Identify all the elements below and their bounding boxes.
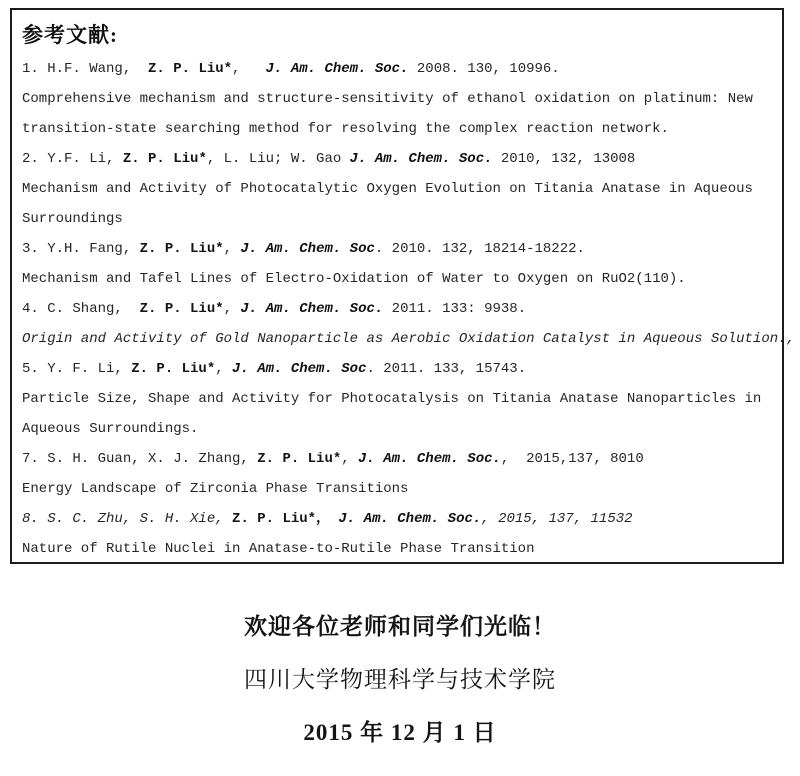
- references-heading: 参考文献:: [22, 23, 118, 47]
- text-segment: Z. P. Liu*: [131, 361, 216, 377]
- footer: [0, 614, 800, 773]
- ref-line-10: [20, 324, 795, 354]
- text-segment: Mechanism and Activity of Photocatalytic Oxygen Evolution on Titania Anatase in Aqueous: [22, 181, 753, 197]
- ref-line-17: [20, 534, 772, 564]
- ref-line-11: [20, 354, 772, 384]
- welcome-line: 欢迎各位老师和同学们光临！: [244, 614, 556, 639]
- text-segment: Z. P. Liu*: [257, 451, 342, 467]
- text-segment: Energy Landscape of Zirconia Phase Transitions: [22, 481, 409, 497]
- text-segment: Z. P. Liu*，: [232, 511, 331, 527]
- ref-line-7: [20, 234, 772, 264]
- ref-line-1: [20, 54, 772, 84]
- text-segment: 2. Y.F. Li,: [22, 151, 123, 167]
- institution-line: 四川大学物理科学与技术学院: [244, 667, 556, 692]
- text-segment: , 2015,137, 8010: [500, 451, 644, 467]
- text-segment: Aqueous Surroundings.: [22, 421, 199, 437]
- ref-line-16: [20, 504, 772, 534]
- references-list: [20, 54, 795, 564]
- text-segment: ,: [215, 361, 233, 377]
- ref-line-6: [20, 204, 772, 234]
- text-segment: Z. P. Liu*: [122, 151, 207, 167]
- text-segment: Z. P. Liu*: [139, 301, 224, 317]
- text-segment: Origin and Activity of Gold Nanoparticle as Aerobic Oxidation Catalyst in Aqueous Solution.,: [22, 331, 795, 347]
- text-segment: J. Am. Chem. Soc.: [265, 61, 409, 77]
- text-segment: Z. P. Liu*: [148, 61, 233, 77]
- text-segment: J. Am. Chem. Soc: [232, 361, 367, 377]
- text-segment: Z. P. Liu*: [139, 241, 224, 257]
- ref-line-15: [20, 474, 772, 504]
- ref-line-13: [20, 414, 772, 444]
- ref-line-9: [20, 294, 772, 324]
- text-segment: ,: [223, 241, 241, 257]
- text-segment: J. Am. Chem. Soc.: [240, 301, 384, 317]
- text-segment: J. Am. Chem. Soc.: [338, 511, 482, 527]
- text-segment: , 2015, 137, 11532: [481, 511, 633, 527]
- text-segment: J. Am. Chem. Soc: [240, 241, 375, 257]
- ref-line-5: [20, 174, 772, 204]
- text-segment: 2008. 130, 10996.: [408, 61, 560, 77]
- text-segment: Particle Size, Shape and Activity for Photocatalysis on Titania Anatase Nanoparticles in: [22, 391, 762, 407]
- ref-line-3: [20, 114, 772, 144]
- text-segment: Mechanism and Tafel Lines of Electro-Oxidation of Water to Oxygen on RuO2(110).: [22, 271, 686, 287]
- text-segment: 8. S. C. Zhu, S. H. Xie,: [22, 511, 233, 527]
- text-segment: , L. Liu; W. Gao: [206, 151, 350, 167]
- ref-line-8: [20, 264, 772, 294]
- ref-line-12: [20, 384, 772, 414]
- text-segment: . 2011. 133, 15743.: [366, 361, 527, 377]
- text-segment: 3. Y.H. Fang,: [22, 241, 140, 257]
- text-segment: 7. S. H. Guan, X. J. Zhang,: [22, 451, 258, 467]
- text-segment: transition-state searching method for resolving the complex reaction network.: [22, 121, 669, 137]
- text-segment: . 2010. 132, 18214-18222.: [374, 241, 585, 257]
- ref-line-14: [20, 444, 772, 474]
- text-segment: Comprehensive mechanism and structure-sensitivity of ethanol oxidation on platinum: New: [22, 91, 753, 107]
- ref-line-4: [20, 144, 772, 174]
- text-segment: J. Am. Chem. Soc.: [349, 151, 493, 167]
- text-segment: 2011. 133: 9938.: [383, 301, 527, 317]
- ref-line-2: [20, 84, 772, 114]
- references-box: [10, 8, 795, 564]
- text-segment: Surroundings: [22, 211, 123, 227]
- text-segment: 4. C. Shang,: [22, 301, 140, 317]
- text-segment: ,: [232, 61, 266, 77]
- text-segment: J. Am. Chem. Soc.: [358, 451, 501, 467]
- text-segment: Nature of Rutile Nuclei in Anatase-to-Rutile Phase Transition: [22, 541, 535, 557]
- text-segment: ,: [341, 451, 359, 467]
- date-line: 2015 年 12 月 1 日: [303, 720, 497, 745]
- text-segment: 2010, 132, 13008: [492, 151, 636, 167]
- text-segment: 1. H.F. Wang,: [22, 61, 149, 77]
- text-segment: ,: [223, 301, 241, 317]
- text-segment: 5. Y. F. Li,: [22, 361, 132, 377]
